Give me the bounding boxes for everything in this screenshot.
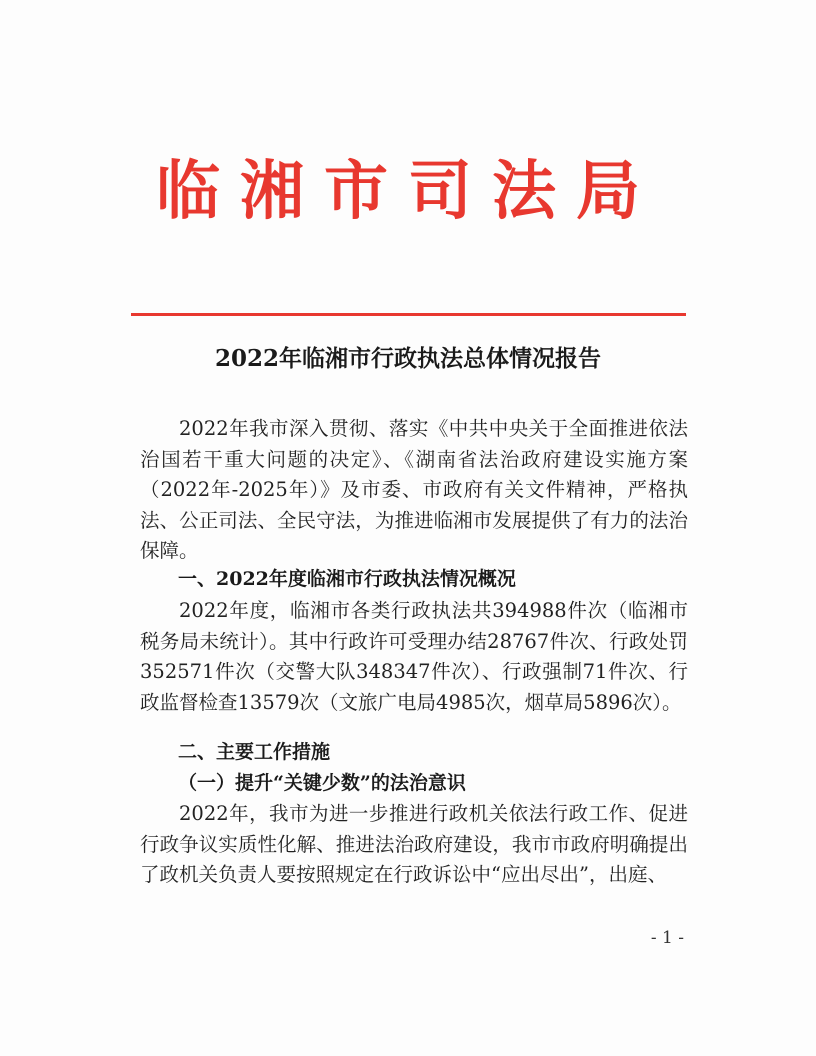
letterhead-title: 临湘市司法局 <box>156 154 660 229</box>
letterhead-divider <box>131 313 686 316</box>
section-2-heading: 二、主要工作措施 <box>178 741 331 763</box>
intro-paragraph: 2022年我市深入贯彻、落实《中共中央关于全面推进依法治国若干重大问题的决定》、《湖南省法治政府建设实施方案（2022年-2025年）》及市委、市政府有关文件精神，严格执法、公正司法、全民守法，为推进临湘市发展提供了有力的法治保障。 <box>140 417 688 563</box>
subsection-1-paragraph: 2022年，我市为进一步推进行政机关依法行政工作、促进行政争议实质性化解、推进法治政府建设，我市市政府明确提出了政机关负责人要按照规定在行政诉讼中“应出尽出”，出庭、 <box>140 802 688 887</box>
page-number: - 1 - <box>650 928 684 948</box>
section-1-paragraph: 2022年度，临湘市各类行政执法共394988件次（临湘市税务局未统计）。其中行政许可受理办结28767件次、行政处罚352571件次（交警大队348347件次）、行政强制71件次、行政监督检查13579次（文旅广电局4985次，烟草局5896次）。 <box>140 599 688 714</box>
section-1-heading: 一、2022年度临湘市行政执法情况概况 <box>178 568 516 590</box>
document-title: 2022年临湘市行政执法总体情况报告 <box>214 345 601 372</box>
subsection-1-heading: （一）提升“关键少数”的法治意识 <box>178 772 466 794</box>
